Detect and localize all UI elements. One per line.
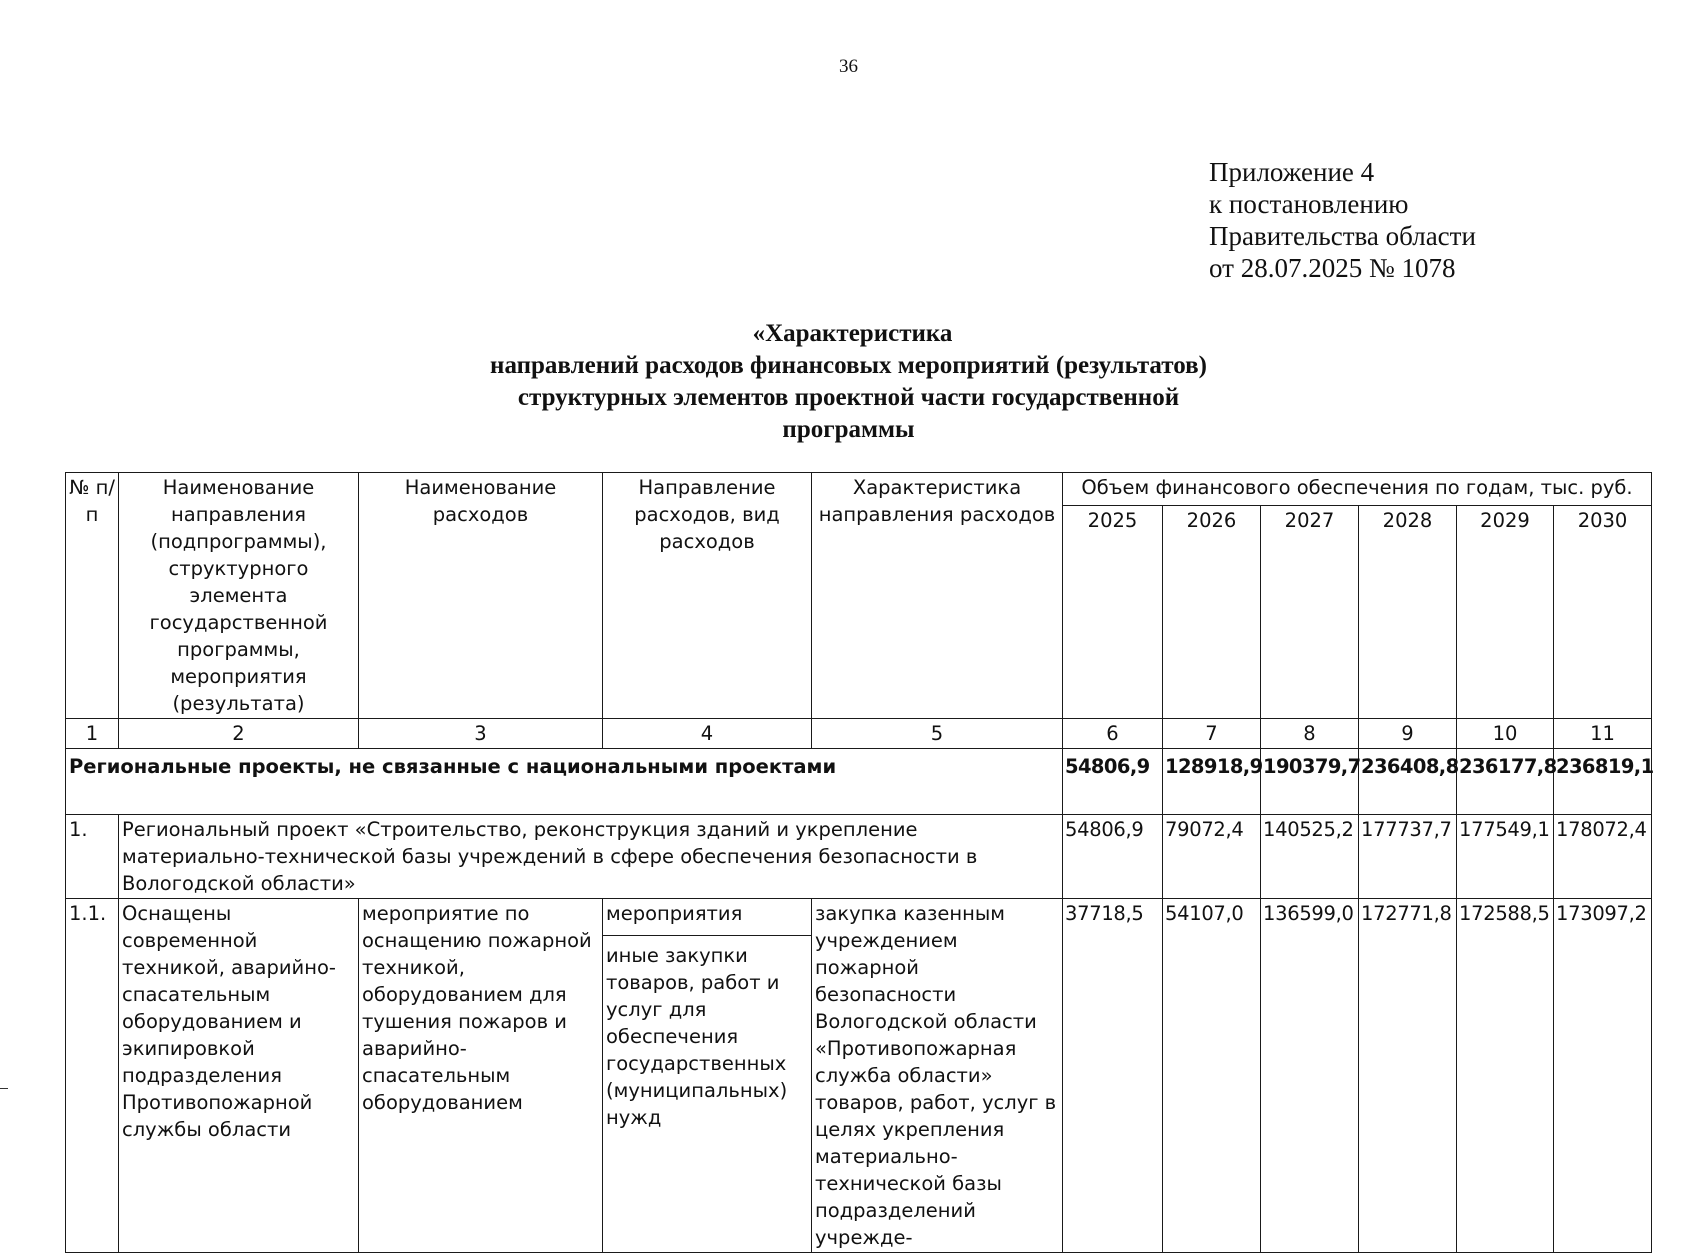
appendix-block — [1209, 156, 1476, 284]
document-title — [0, 318, 1697, 446]
section-value: 236177,8 — [1457, 749, 1554, 815]
header-expense-name: Наименование расходов — [359, 473, 603, 719]
column-number: 9 — [1359, 719, 1457, 749]
section-label: Региональные проекты, не связанные с национальными проектами — [66, 749, 1063, 815]
expenses-table — [65, 472, 1652, 1253]
result-name: Оснащены современной техникой, аварийно-спасательным оборудованием и экипировкой подразделения Противопожарной службы области — [119, 899, 359, 1253]
header-year: 2029 — [1457, 506, 1554, 719]
header-year: 2025 — [1063, 506, 1163, 719]
header-row — [66, 473, 1652, 506]
row-value: 54107,0 — [1163, 899, 1261, 1253]
direction-bottom: иные закупки товаров, работ и услуг для обеспечения государственных (муниципальных) нужд — [606, 944, 788, 1129]
table-row — [66, 899, 1652, 1253]
column-number: 11 — [1554, 719, 1652, 749]
column-number: 8 — [1261, 719, 1359, 749]
scan-edge-mark — [0, 1088, 8, 1089]
title-line-2: направлений расходов финансовых мероприятий (результатов) — [490, 352, 1207, 379]
row-value: 172771,8 — [1359, 899, 1457, 1253]
section-value: 128918,9 — [1163, 749, 1261, 815]
title-line-4: программы — [782, 416, 915, 443]
column-number: 5 — [812, 719, 1063, 749]
appendix-line-3: Правительства области — [1209, 221, 1476, 251]
header-volume: Объем финансового обеспечения по годам, тыс. руб. — [1063, 473, 1652, 506]
appendix-line-4: от 28.07.2025 № 1078 — [1209, 253, 1456, 283]
column-number: 4 — [603, 719, 812, 749]
column-number: 6 — [1063, 719, 1163, 749]
row-value: 140525,2 — [1261, 815, 1359, 899]
row-value: 172588,5 — [1457, 899, 1554, 1253]
header-year: 2028 — [1359, 506, 1457, 719]
expense-name: мероприятие по оснащению пожарной техникой, оборудованием для тушения пожаров и аварийно-спасательным оборудованием — [359, 899, 603, 1253]
row-value: 178072,4 — [1554, 815, 1652, 899]
title-line-1: «Характеристика — [752, 320, 953, 347]
header-characteristic: Характеристика направления расходов — [812, 473, 1063, 719]
header-year: 2026 — [1163, 506, 1261, 719]
column-number: 7 — [1163, 719, 1261, 749]
row-number: 1.1. — [66, 899, 119, 1253]
page-number: 36 — [839, 56, 858, 77]
row-value: 136599,0 — [1261, 899, 1359, 1253]
regional-project-label: Региональный проект «Строительство, реконструкция зданий и укрепление материально-технической базы учреждений в сфере обеспечения безопасности в Вологодской области» — [119, 815, 1063, 899]
section-value: 236408,8 — [1359, 749, 1457, 815]
row-value: 37718,5 — [1063, 899, 1163, 1253]
row-value: 54806,9 — [1063, 815, 1163, 899]
header-name: Наименование направления (подпрограммы), структурного элемента государственной программы, мероприятия (результата) — [119, 473, 359, 719]
direction-cell — [603, 899, 812, 1253]
row-value: 173097,2 — [1554, 899, 1652, 1253]
header-num: № п/п — [66, 473, 119, 719]
appendix-line-2: к постановлению — [1209, 189, 1409, 219]
row-number: 1. — [66, 815, 119, 899]
column-number: 10 — [1457, 719, 1554, 749]
column-number: 3 — [359, 719, 603, 749]
characteristic: закупка казенным учреждением пожарной безопасности Вологодской области «Противопожарная служба области» товаров, работ, услуг в целях укрепления материально-технической базы подразделений учрежде- — [812, 899, 1063, 1253]
title-line-3: структурных элементов проектной части государственной — [517, 384, 1180, 411]
header-year: 2027 — [1261, 506, 1359, 719]
header-direction: Направление расходов, вид расходов — [603, 473, 812, 719]
row-value: 177737,7 — [1359, 815, 1457, 899]
section-value: 54806,9 — [1063, 749, 1163, 815]
direction-top: мероприятия — [603, 899, 811, 936]
section-value: 236819,1 — [1554, 749, 1652, 815]
section-value: 190379,7 — [1261, 749, 1359, 815]
column-numbers-row — [66, 719, 1652, 749]
column-number: 2 — [119, 719, 359, 749]
header-year: 2030 — [1554, 506, 1652, 719]
section-row — [66, 749, 1652, 815]
row-value: 177549,1 — [1457, 815, 1554, 899]
row-value: 79072,4 — [1163, 815, 1261, 899]
table-row — [66, 815, 1652, 899]
column-number: 1 — [66, 719, 119, 749]
appendix-line-1: Приложение 4 — [1209, 157, 1375, 187]
